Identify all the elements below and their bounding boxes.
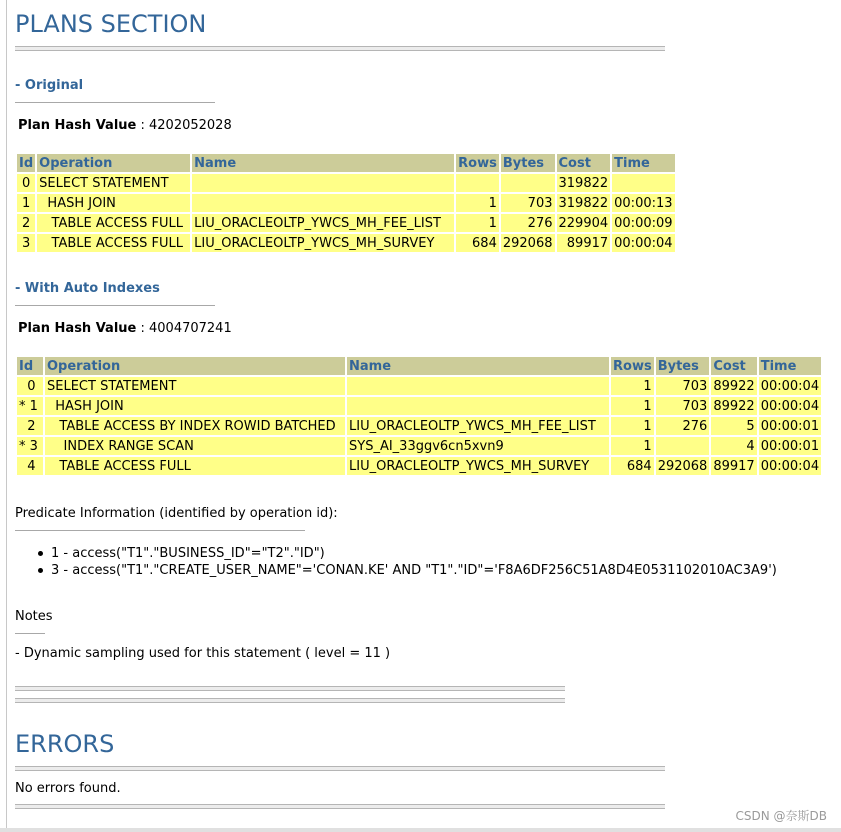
table-row — [17, 437, 821, 455]
cell-time: 00:00:04 — [614, 235, 673, 251]
left-border — [6, 0, 7, 832]
cell-cost: 5 — [711, 417, 756, 435]
section-divider — [15, 686, 565, 691]
cell-operation: TABLE ACCESS FULL — [37, 234, 190, 252]
subsection-divider — [15, 102, 215, 103]
cell-id: 2 — [17, 417, 43, 435]
cell-id: 0 — [17, 174, 35, 192]
col-time: Time — [612, 154, 674, 172]
col-cost: Cost — [557, 154, 611, 172]
cell-name — [347, 397, 609, 415]
table-header-row — [17, 357, 821, 375]
auto-plan-table — [15, 355, 823, 477]
cell-operation: SELECT STATEMENT — [45, 377, 345, 395]
predicate-text: 1 - access("T1"."BUSINESS_ID"="T2"."ID") — [51, 546, 325, 561]
table-row — [17, 377, 821, 395]
cell-name — [192, 194, 454, 212]
cell-operation: SELECT STATEMENT — [37, 174, 190, 192]
bottom-scroll-area — [0, 828, 841, 832]
original-heading: - Original — [15, 78, 84, 93]
cell-name: SYS_AI_33ggv6cn5xvn9 — [347, 437, 609, 455]
cell-id: 3 — [17, 234, 35, 252]
bullet-icon — [38, 551, 43, 556]
subsection-divider — [15, 633, 45, 634]
original-plan-table — [15, 152, 677, 254]
cell-id: * 1 — [17, 397, 43, 415]
table-header-row — [17, 154, 675, 172]
cell-name — [347, 377, 609, 395]
cell-operation: INDEX RANGE SCAN — [45, 437, 345, 455]
cell-cost: 319822 — [558, 195, 609, 211]
table-row — [17, 457, 821, 475]
cell-time — [612, 174, 674, 192]
section-divider — [15, 698, 565, 703]
section-divider — [15, 766, 665, 771]
cell-bytes: 292068 — [657, 458, 708, 474]
cell-cost: 4 — [711, 437, 756, 455]
list-item — [38, 546, 325, 561]
col-name: Name — [192, 154, 454, 172]
cell-rows: 1 — [611, 377, 654, 395]
cell-cost: 89922 — [713, 378, 755, 394]
cell-name: LIU_ORACLEOLTP_YWCS_MH_FEE_LIST — [192, 214, 454, 232]
cell-time: 00:00:01 — [760, 418, 820, 434]
auto-indexes-heading: - With Auto Indexes — [15, 281, 160, 296]
table-row — [17, 234, 675, 252]
cell-name: LIU_ORACLEOLTP_YWCS_MH_SURVEY — [192, 234, 454, 252]
notes-text: - Dynamic sampling used for this statement ( level = 11 ) — [15, 646, 391, 661]
cell-rows — [456, 174, 499, 192]
section-divider — [15, 46, 665, 51]
plan-hash-value: 4202052028 — [149, 118, 232, 133]
cell-bytes: 703 — [501, 194, 555, 212]
cell-id: * 3 — [17, 437, 43, 455]
cell-rows: 1 — [611, 437, 654, 455]
cell-time: 00:00:04 — [760, 398, 820, 414]
predicate-heading: Predicate Information (identified by operation id): — [15, 506, 338, 521]
col-id: Id — [19, 155, 34, 171]
table-row — [17, 397, 821, 415]
cell-id: 4 — [17, 457, 43, 475]
plan-hash-label: Plan Hash Value — [18, 118, 137, 133]
cell-name — [192, 174, 454, 192]
plans-section-title: PLANS SECTION — [15, 10, 207, 38]
notes-heading: Notes — [15, 609, 53, 624]
cell-time: 00:00:04 — [760, 458, 820, 474]
list-item — [38, 563, 777, 578]
cell-rows: 1 — [611, 417, 654, 435]
cell-id: 1 — [17, 194, 35, 212]
auto-plan-hash: Plan Hash Value : 4004707241 — [18, 321, 232, 336]
cell-cost: 89922 — [713, 398, 755, 414]
cell-rows: 1 — [456, 214, 499, 232]
col-name: Name — [347, 357, 609, 375]
table-row — [17, 214, 675, 232]
cell-operation: TABLE ACCESS BY INDEX ROWID BATCHED — [45, 417, 345, 435]
cell-time: 00:00:13 — [614, 195, 673, 211]
cell-rows: 1 — [611, 397, 654, 415]
table-row — [17, 417, 821, 435]
plan-hash-value: 4004707241 — [149, 321, 232, 336]
col-bytes: Bytes — [656, 357, 710, 375]
cell-bytes — [656, 437, 710, 455]
cell-operation: HASH JOIN — [37, 194, 190, 212]
col-cost: Cost — [711, 357, 756, 375]
section-divider — [15, 804, 665, 809]
cell-operation: TABLE ACCESS FULL — [37, 214, 190, 232]
original-plan-hash: Plan Hash Value : 4202052028 — [18, 118, 232, 133]
cell-bytes: 276 — [501, 214, 555, 232]
col-bytes: Bytes — [501, 154, 555, 172]
plan-hash-label: Plan Hash Value — [18, 321, 137, 336]
watermark: CSDN @奈斯DB — [735, 809, 827, 823]
cell-bytes: 292068 — [502, 235, 553, 251]
subsection-divider — [15, 530, 305, 531]
cell-bytes: 276 — [656, 417, 710, 435]
cell-cost: 89917 — [713, 458, 755, 474]
cell-time: 00:00:01 — [760, 438, 820, 454]
errors-text: No errors found. — [15, 781, 121, 796]
col-rows: Rows — [613, 358, 652, 374]
cell-bytes: 703 — [656, 397, 710, 415]
cell-cost: 229904 — [558, 215, 609, 231]
cell-id: 0 — [17, 377, 43, 395]
cell-operation: TABLE ACCESS FULL — [45, 457, 345, 475]
cell-name: LIU_ORACLEOLTP_YWCS_MH_FEE_LIST — [347, 417, 609, 435]
col-id: Id — [17, 357, 43, 375]
cell-time: 00:00:04 — [760, 378, 820, 394]
cell-name: LIU_ORACLEOLTP_YWCS_MH_SURVEY — [347, 457, 609, 475]
bullet-icon — [38, 568, 43, 573]
subsection-divider — [15, 305, 215, 306]
cell-rows: 684 — [611, 457, 654, 475]
cell-time: 00:00:09 — [614, 215, 673, 231]
errors-title: ERRORS — [15, 730, 115, 758]
table-row — [17, 194, 675, 212]
cell-cost: 319822 — [558, 175, 609, 191]
cell-bytes — [501, 174, 555, 192]
col-operation: Operation — [45, 357, 345, 375]
cell-id: 2 — [17, 214, 35, 232]
cell-rows: 684 — [456, 234, 499, 252]
cell-operation: HASH JOIN — [45, 397, 345, 415]
col-operation: Operation — [37, 154, 190, 172]
col-rows: Rows — [458, 155, 497, 171]
cell-bytes: 703 — [656, 377, 710, 395]
col-time: Time — [759, 357, 821, 375]
table-row — [17, 174, 675, 192]
cell-rows: 1 — [456, 194, 499, 212]
cell-cost: 89917 — [557, 234, 611, 252]
predicate-text: 3 - access("T1"."CREATE_USER_NAME"='CONAN.KE' AND "T1"."ID"='F8A6DF256C51A8D4E0531102010AC3A9') — [51, 563, 777, 578]
